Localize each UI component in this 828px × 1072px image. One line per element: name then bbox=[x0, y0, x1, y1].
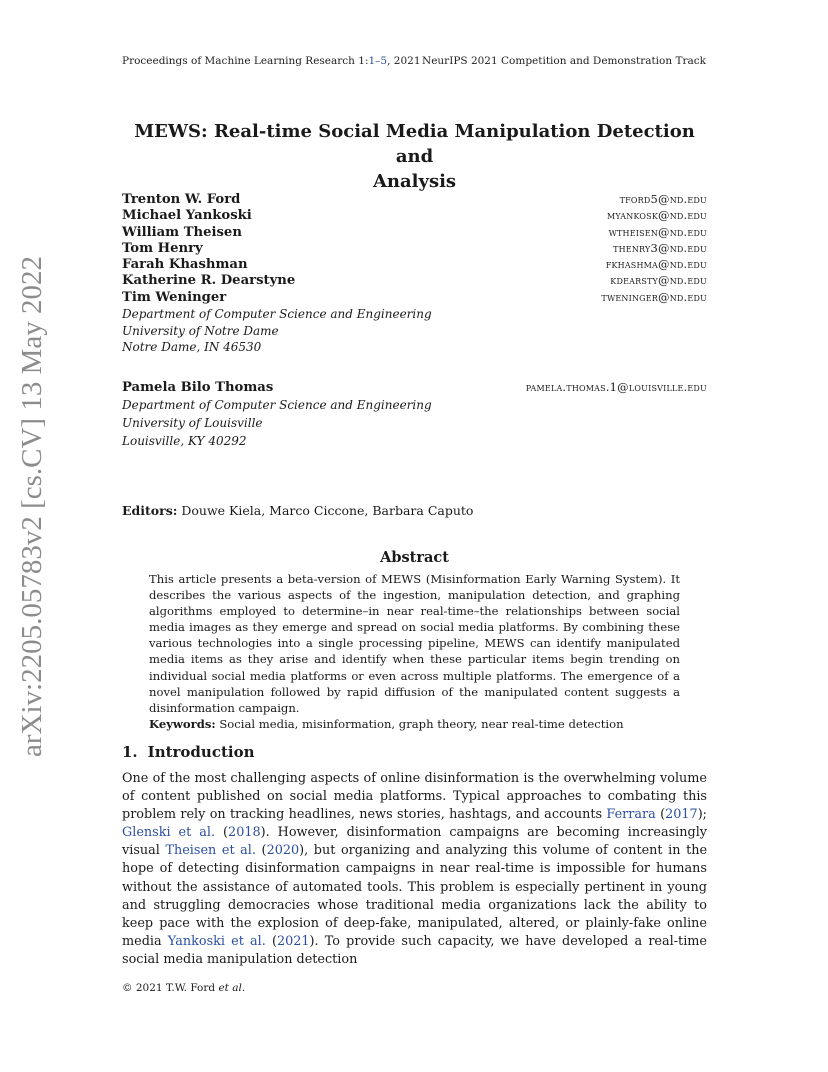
author-name: Pamela Bilo Thomas bbox=[122, 380, 274, 395]
author-email[interactable]: tford5@nd.edu bbox=[619, 192, 707, 206]
section-title: Introduction bbox=[147, 743, 255, 761]
copyright-footer: © 2021 T.W. Ford et al. bbox=[122, 982, 246, 994]
author-row bbox=[122, 225, 707, 241]
citation-link[interactable]: Yankoski et al. bbox=[167, 933, 266, 949]
author-block-notre-dame bbox=[122, 192, 707, 356]
author-email[interactable]: wtheisen@nd.edu bbox=[608, 224, 707, 239]
citation-year-link[interactable]: 2017 bbox=[665, 807, 698, 823]
author-name: Tim Weninger bbox=[122, 289, 227, 305]
abstract-body: This article presents a beta-version of MEWS (Misinformation Early Warning System). It describes the various aspects of the ingestion, manipulation detection, and graphing algorithms employed to determine–in near real-time–the relationships between social media images as they emerge and spread on social media platforms. By combining these various technologies into a single processing pipeline, MEWS can identify manipulated media items as they arise and identify when these particular items begin trending on individual social media platforms or even across multiple platforms. The emergence of a novel manipulation followed by rapid diffusion of the manipulated content suggests a disinformation campaign. Keywords: Social media, misinformation, graph theory, near real-time detection bbox=[149, 572, 680, 731]
author-email[interactable]: fkhashma@nd.edu bbox=[605, 257, 707, 272]
author-row bbox=[122, 273, 707, 289]
abstract-heading: Abstract bbox=[380, 549, 449, 566]
author-email[interactable]: pamela.thomas.1@louisville.edu bbox=[525, 380, 707, 394]
author-list bbox=[122, 192, 707, 306]
editors-line bbox=[122, 503, 473, 518]
author-row bbox=[122, 257, 707, 273]
author-row bbox=[122, 290, 707, 306]
paper-title: MEWS: Real-time Social Media Manipulation Detection and Analysis bbox=[134, 121, 695, 192]
author-row bbox=[122, 380, 707, 396]
author-email[interactable]: myankosk@nd.edu bbox=[607, 208, 707, 223]
author-email[interactable]: tweninger@nd.edu bbox=[601, 289, 707, 304]
author-row bbox=[122, 192, 707, 208]
author-email[interactable]: thenry3@nd.edu bbox=[613, 240, 707, 255]
author-row bbox=[122, 241, 707, 257]
affiliation-notre-dame: Department of Computer Science and Engineering University of Notre Dame Notre Dame, IN 46530 bbox=[122, 307, 432, 355]
author-row bbox=[122, 208, 707, 224]
citation-year-link[interactable]: 2021 bbox=[276, 933, 310, 949]
author-email[interactable]: kdearsty@nd.edu bbox=[610, 273, 707, 288]
author-name: Farah Khashman bbox=[122, 257, 248, 273]
citation-year-link[interactable]: 2018 bbox=[228, 825, 261, 841]
running-header-left: Proceedings of Machine Learning Research 1:1–5, 2021 bbox=[122, 55, 421, 67]
editors-label: Editors: bbox=[122, 503, 178, 518]
author-name: Trenton W. Ford bbox=[122, 192, 241, 207]
citation-link[interactable]: Ferrara bbox=[606, 807, 656, 823]
citation-link[interactable]: Glenski et al. bbox=[122, 825, 216, 841]
page-range-link[interactable]: 1–5 bbox=[368, 55, 388, 67]
keywords: Social media, misinformation, graph theory, near real-time detection bbox=[219, 716, 624, 731]
arxiv-identifier: arXiv:2205.05783v2 [cs.CV] 13 May 2022 bbox=[16, 255, 48, 757]
keywords-label: Keywords: bbox=[149, 716, 216, 731]
arxiv-sidebar bbox=[14, 255, 50, 757]
author-name: William Theisen bbox=[122, 224, 242, 240]
introduction-paragraph: One of the most challenging aspects of online disinformation is the overwhelming volume of content published on social media platforms. Typical approaches to combating this problem rely on tracking headlines, news stories, hashtags, and accounts Ferrara (2017); Glenski et al. (2018). However, disinformation campaigns are becoming increasingly visual Theisen et al. (2020), but organizing and analyzing this volume of content in the hope of detecting disinformation campaigns in near real-time is impossible for humans without the assistance of automated tools. This problem is especially pertinent in young and struggling democracies whose traditional media organizations lack the ability to keep pace with the explosion of deep-fake, manipulated, altered, or plainly-fake online media Yankoski et al. (2021). To provide such capacity, we have developed a real-time social media manipulation detection bbox=[122, 771, 708, 967]
citation-link[interactable]: Theisen et al. bbox=[165, 843, 256, 859]
section-heading-introduction bbox=[122, 743, 255, 761]
editors-names: Douwe Kiela, Marco Ciccone, Barbara Caputo bbox=[181, 503, 474, 518]
author-block-louisville bbox=[122, 380, 707, 450]
running-header-right: NeurIPS 2021 Competition and Demonstration Track bbox=[422, 55, 706, 67]
affiliation-louisville: Department of Computer Science and Engineering University of Louisville Louisville, KY 40292 bbox=[122, 398, 432, 449]
citation-year-link[interactable]: 2020 bbox=[266, 843, 300, 859]
author-name: Tom Henry bbox=[122, 240, 203, 256]
section-number: 1. bbox=[122, 743, 138, 761]
author-name: Michael Yankoski bbox=[122, 208, 252, 224]
author-name: Katherine R. Dearstyne bbox=[122, 273, 296, 289]
